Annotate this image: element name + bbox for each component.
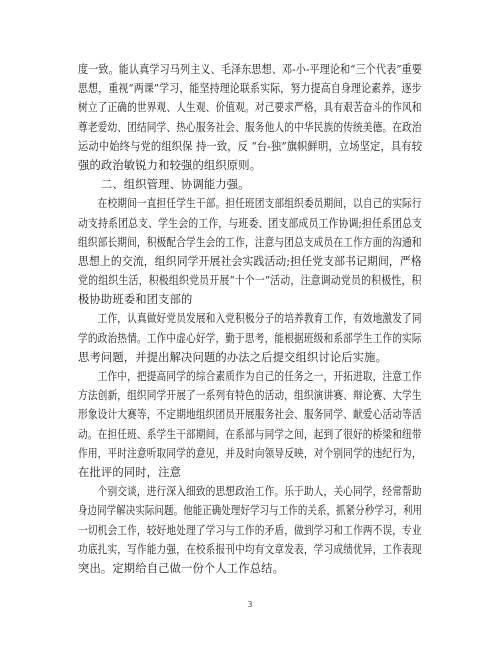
text-line: 功底扎实，写作能力强，在校系报刊中均有文章发表，学习成绩优异，工作表现: [78, 542, 422, 556]
text-line: 动支持系团总支、学生会的工作，与班委、团支部成员工作协调;担任系团总支: [78, 216, 423, 230]
text-line: 动。在担任班、系学生干部期间，在系部与同学之间，起到了很好的桥梁和纽带: [78, 427, 422, 441]
text-line: 个别交谈，进行深入细致的思想政治工作。乐于助人，关心同学，经常帮助: [78, 485, 422, 499]
text-line: 思想上的交流，组织同学开展社会实践活动;担任党支部书记期间，严格: [78, 254, 422, 268]
text-line: 方法创新，组织同学开展了一系列有特色的活动，组织演讲赛、辩论赛、大学生: [78, 389, 422, 403]
text-line: 工作中，把提高同学的综合素质作为自己的任务之一，开拓进取，注意工作: [78, 370, 422, 383]
body-text: [78, 60, 422, 578]
text-line: 运动中始终与党的组织保 持一致，反 “台-独”旗帜鲜明，立场坚定，具有较: [78, 139, 423, 153]
text-line: 思想，重视“两课”学习，能坚持理论联系实际，努力提高自身理论素养，逐步: [78, 82, 422, 96]
text-line: 二、组织管理、协调能力强。: [78, 178, 250, 192]
text-line: 组织部长期间，积极配合学生会的工作，注意与团总支成员在工作方面的沟通和: [78, 235, 422, 249]
text-line: 一切机会工作，较好地处理了学习与工作的矛盾，做到学习和工作两不误，专业: [78, 523, 422, 537]
text-line: 尊老爱幼、团结同学、热心服务社会、服务他人的中华民族的传统美德。在政治: [78, 120, 422, 134]
text-line: 党的组织生活，积极组织党员开展“十个一”活动，注意调动党员的积极性，积: [78, 274, 422, 288]
text-line: 度一致。能认真学习马列主义、毛泽东思想、邓-小-平理论和“三个代表”重要: [78, 63, 423, 76]
text-line: 形象设计大赛等，不定期地组织团员开展服务社会、服务同学、献爱心活动等活: [78, 408, 422, 422]
text-line: 强的政治敏锐力和较强的组织原则。: [78, 158, 262, 172]
text-line: 树立了正确的世界观、人生观、价值观。对己要求严格，具有艰苦奋斗的作风和: [78, 101, 422, 115]
text-line: 思考问题，并提出解决问题的办法之后提交组织讨论后实施。: [78, 350, 388, 364]
text-line: 突出。定期给自己做一份个人工作总结。: [78, 561, 285, 575]
text-line: 极协助班委和团支部的: [78, 293, 193, 307]
text-line: 作用，平时注意听取同学的意见，并及时向领导反映，对个别同学的违纪行为，: [78, 446, 422, 460]
text-line: 在校期间一直担任学生干部。担任班团支部组织委员期间，以自己的实际行: [78, 197, 422, 211]
page-number: 3: [247, 600, 253, 609]
text-line: 工作，认真做好党员发展和入党积极分子的培养教育工作，有效地激发了同: [78, 312, 422, 326]
text-line: 身边同学解决实际问题。他能正确处理好学习与工作的关系，抓紧分秒学习，利用: [78, 504, 423, 518]
text-line: 学的政治热情。工作中虚心好学，勤于思考，能根据班级和系部学生工作的实际: [78, 331, 422, 345]
text-line: 在批评的同时，注意: [78, 465, 182, 479]
